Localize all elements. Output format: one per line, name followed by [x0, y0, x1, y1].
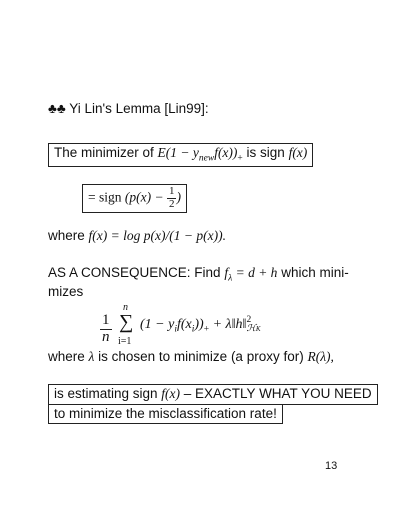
- which-mini-text: which mini-: [277, 265, 349, 280]
- exactly-text: – EXACTLY WHAT YOU NEED: [180, 386, 372, 401]
- norm-scripts: [246, 316, 260, 333]
- one-over-n-denominator: n: [102, 328, 110, 345]
- expectation-expr: E(1 − y: [157, 145, 199, 160]
- lambda-subscript: λ: [228, 273, 233, 284]
- misclassification-text: to minimize the misclassification rate!: [54, 406, 277, 421]
- consequence-line-2: [48, 284, 83, 299]
- hinge-close: )): [194, 316, 204, 332]
- lemma-heading: [48, 101, 209, 116]
- sum-lower-limit: i=1: [118, 336, 132, 347]
- xi-subscript: i: [191, 324, 195, 335]
- minimizer-prefix: The minimizer of: [54, 145, 158, 160]
- lambda-symbol: λ: [88, 349, 95, 364]
- fx-definition: f(x) = log p(x)/(1 − p(x)).: [88, 228, 226, 243]
- where-fx-line: [48, 228, 226, 244]
- new-subscript: new: [198, 153, 215, 164]
- px-expr: (p(x) −: [124, 189, 167, 205]
- where-word: where: [48, 228, 89, 243]
- d-plus-h: = d + h: [232, 265, 278, 280]
- where-word-2: where: [48, 349, 89, 364]
- consequence-line-1: [48, 265, 349, 284]
- hinge-open: (1 − y: [140, 316, 175, 332]
- fraction-numerator: 1: [168, 185, 175, 197]
- where-lambda-line: [48, 349, 334, 365]
- plus-subscript: +: [237, 153, 243, 164]
- minimizer-box: [48, 143, 313, 167]
- one-over-n: [100, 313, 112, 346]
- r-lambda: R(λ),: [307, 349, 334, 364]
- sign-px-box: [82, 184, 187, 213]
- consequence-text: AS A CONSEQUENCE: Find: [48, 265, 225, 280]
- chosen-text: is chosen to minimize (a proxy for): [94, 349, 308, 364]
- sign-fx: f(x): [288, 145, 308, 160]
- equals-sign-text: = sign: [88, 189, 125, 205]
- rkhs-subscript: [246, 325, 260, 334]
- fx-expr: f(x)): [214, 145, 238, 160]
- is-sign-text: is sign: [242, 145, 289, 160]
- mizes-text: mizes: [48, 284, 84, 299]
- sum-upper-limit: n: [123, 302, 128, 313]
- hinge-loss-expr: [140, 316, 261, 335]
- regularizer: + λ‖h‖: [209, 316, 247, 332]
- estimating-text: is estimating sign: [54, 386, 162, 401]
- rkhs-k: K: [255, 324, 261, 333]
- yi-subscript: i: [174, 324, 177, 335]
- estimating-box-line-2: [48, 404, 283, 424]
- lemma-title: Yi Lin's Lemma [Lin99]:: [69, 101, 209, 116]
- one-over-n-numerator: 1: [102, 312, 110, 328]
- summation-icon: ∑: [119, 311, 134, 333]
- estimating-fx: f(x): [161, 386, 181, 401]
- clubs-icon: ♣♣: [48, 101, 66, 116]
- close-paren: ): [176, 189, 181, 205]
- display-formula: [100, 302, 360, 351]
- hinge-plus-subscript: +: [203, 324, 210, 335]
- norm-squared: 2: [246, 315, 252, 325]
- estimating-box-line-1: [48, 384, 378, 405]
- fraction-denominator: 2: [168, 197, 175, 210]
- rkhs-h: ℋ: [246, 323, 256, 334]
- f-lambda: f: [224, 265, 229, 280]
- page-number: 13: [325, 460, 338, 472]
- hinge-fx: f(x: [176, 316, 192, 332]
